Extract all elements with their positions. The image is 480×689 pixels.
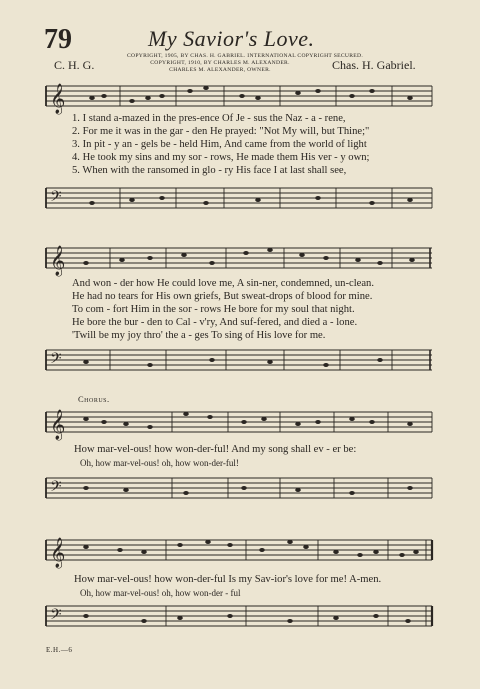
svg-text:𝄞: 𝄞 [50, 538, 66, 568]
svg-text:𝄞: 𝄞 [50, 84, 66, 114]
chorus1-treble-staff [0, 402, 480, 442]
svg-text:𝄢: 𝄢 [50, 350, 62, 371]
svg-text:𝄢: 𝄢 [50, 606, 62, 627]
system1-verse-2: 2. For me it was in the gar - den He prayed: "Not My will, but Thine;" [72, 126, 370, 137]
svg-text:𝄢: 𝄢 [50, 188, 62, 209]
system1-verse-1: 1. I stand a-mazed in the pres-ence Of Je - sus the Naz - a - rene, [72, 113, 346, 124]
chorus-line-1-echo: Oh, how mar-vel-ous! oh, how won-der-ful! [80, 458, 239, 468]
system2-verse-3: To com - fort Him in the sor - rows He bore for my soul that night. [72, 304, 355, 315]
system2-treble-staff [0, 238, 480, 278]
chorus2-bass-staff [0, 594, 480, 638]
system1-verse-5: 5. When with the ransomed in glo - ry His face I at last shall see, [72, 165, 347, 176]
composer-credit: Chas. H. Gabriel. [332, 58, 416, 72]
hymn-title: My Savior's Love. [148, 26, 315, 51]
chorus1-bass-staff [0, 466, 480, 506]
hymn-number: 79 [44, 24, 72, 55]
svg-text:𝄢: 𝄢 [50, 478, 62, 499]
system2-verse-2: He had no tears for His own griefs, But sweat-drops of blood for mine. [72, 291, 373, 302]
chorus2-treble-staff [0, 530, 480, 570]
chorus-label: Chorus. [78, 394, 110, 404]
chorus-line-2: How mar-vel-ous! how won-der-ful Is my Sav-ior's love for me! A-men. [74, 574, 382, 585]
copyright-line-3: CHARLES M. ALEXANDER, OWNER. [169, 67, 271, 73]
system2-bass-staff [0, 340, 480, 380]
copyright-line-2: COPYRIGHT, 1910, BY CHARLES M. ALEXANDER. [150, 60, 290, 66]
system2-verse-4: He bore the bur - den to Cal - v'ry, And suf-fered, and died a - lone. [72, 317, 358, 328]
system1-treble-staff [0, 78, 480, 118]
system2-verse-5: 'Twill be my joy thro' the a - ges To sing of His love for me. [72, 330, 326, 341]
system1-verse-3: 3. In pit - y an - gels be - held Him, And came from the world of light [72, 139, 367, 150]
chorus-line-2-echo: Oh, how mar-vel-ous! oh, how won-der - ful [80, 588, 241, 598]
footer-page-mark: E.H.—6 [46, 646, 73, 654]
system1-verse-4: 4. He took my sins and my sor - rows, He made them His ver - y own; [72, 152, 370, 163]
svg-text:𝄞: 𝄞 [50, 246, 66, 276]
author-initials: C. H. G. [54, 58, 95, 72]
system2-verse-1: And won - der how He could love me, A sin-ner, condemned, un-clean. [72, 278, 375, 289]
svg-text:𝄞: 𝄞 [50, 410, 66, 440]
system1-bass-staff [0, 176, 480, 216]
copyright-line-1: COPYRIGHT, 1905, BY CHAS. H. GABRIEL. INTERNATIONAL COPYRIGHT SECURED. [126, 53, 364, 59]
chorus-line-1: How mar-vel-ous! how won-der-ful! And my song shall ev - er be: [74, 444, 357, 455]
